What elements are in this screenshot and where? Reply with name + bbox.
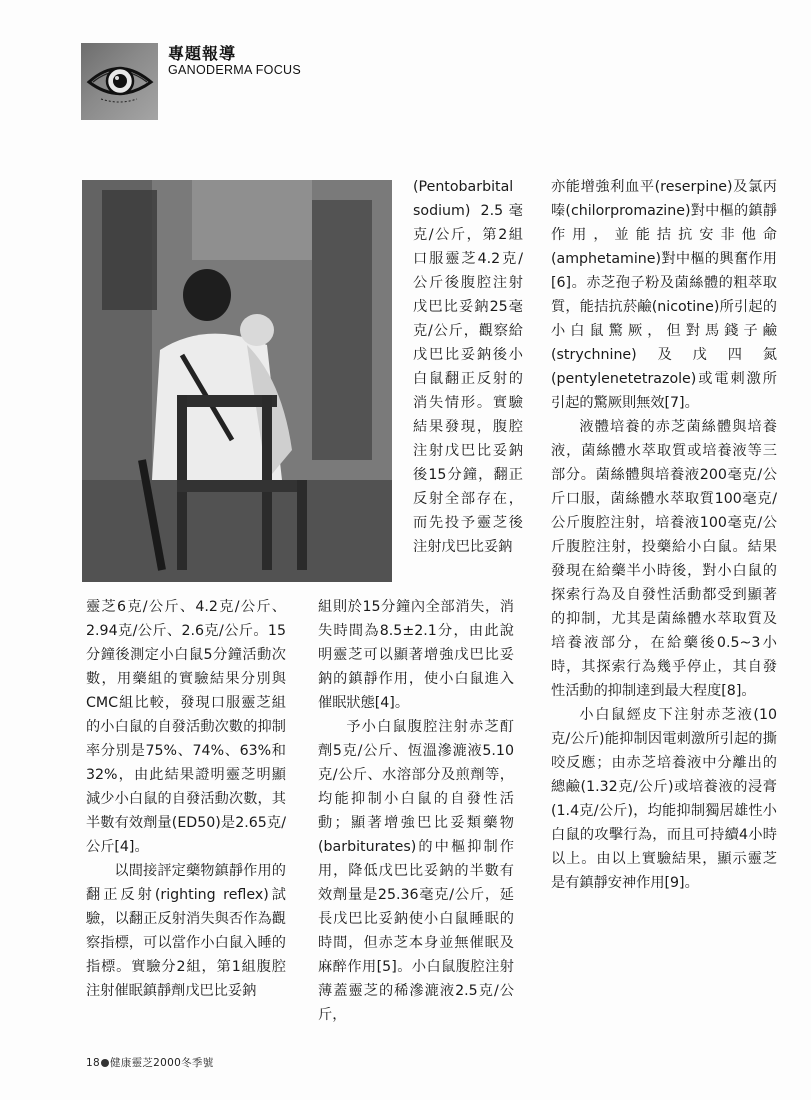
section-subtitle: GANODERMA FOCUS [168,63,301,77]
paragraph: 予小白鼠腹腔注射赤芝酊劑5克/公斤、恆溫滲漉液5.10克/公斤、水溶部分及煎劑等，均能抑制小白鼠的自發性活動；顯著增強巴比妥類藥物(barbiturates)的中樞抑制作用，降低戊巴比妥鈉的半數有效劑量是25.36毫克/公斤，延長戊巴比妥鈉使小白鼠睡眠的時間，但赤芝本身並無催眠及麻醉作用[5]。小白鼠腹腔注射薄蓋靈芝的稀滲漉液2.5克/公斤， [318,719,514,1023]
paragraph: 亦能增強利血平(reserpine)及氯丙嗪(chilorpromazine)對中樞的鎮靜作用，並能拮抗安非他命(amphetamine)對中樞的興奮作用[6]。赤芝孢子粉及菌絲體的粗萃取質，能拮抗菸鹼(nicotine)所引起的小白鼠驚厥，但對馬錢子鹼(strychnine)及戊四氮(pentylenetetrazole)或電刺激所引起的驚厥則無效[7]。 [551,179,777,411]
column-2-text [318,595,514,1027]
page-number: 18 [86,1057,100,1069]
section-title: 專題報導 [168,44,237,63]
paragraph: (Pentobarbital sodium) 2.5毫克/公斤，第2組口服靈芝4.2克/公斤後腹腔注射戊巴比妥鈉25毫克/公斤，觀察給戊巴比妥鈉後小白鼠翻正反射的消失情形。實驗結果發現，腹腔注射戊巴比妥鈉後15分鐘，翻正反射全部存在，而先投予靈芝後注射戊巴比妥鈉 [413,179,523,555]
column-3-text [551,175,777,895]
column-1-bottom-text [86,595,286,1003]
bullet-icon [101,1059,109,1067]
paragraph: 小白鼠經皮下注射赤芝液(10克/公斤)能抑制因電刺激所引起的撕咬反應；由赤芝培養液中分離出的總鹼(1.32克/公斤)或培養液的浸膏(1.4克/公斤)，均能抑制獨居雄性小白鼠的攻擊行為，而且可持續4小時以上。由以上實驗結果，顯示靈芝是有鎮靜安神作用[9]。 [551,707,777,891]
eye-icon [81,43,158,120]
paragraph: 液體培養的赤芝菌絲體與培養液，菌絲體水萃取質或培養液等三部分。菌絲體與培養液200毫克/公斤口服，菌絲體水萃取質100毫克/公斤腹腔注射，培養液100毫克/公斤腹腔注射，投藥給小白鼠。結果發現在給藥半小時後，對小白鼠的探索行為及自發性活動都受到顯著的抑制，尤其是菌絲體水萃取質及培養液部分，在給藥後0.5~3小時，其探索行為幾乎停止，其自發性活動的抑制達到最大程度[8]。 [551,419,777,699]
column-1-top-text [413,175,523,559]
paragraph: 組則於15分鐘內全部消失，消失時間為8.5±2.1分，由此說明靈芝可以顯著增強戊巴比妥鈉的鎮靜作用，使小白鼠進入催眠狀態[4]。 [318,599,514,711]
photo-man-carrying-child-icon [82,180,392,582]
page-footer [86,1055,214,1070]
paragraph: 以間接評定藥物鎮靜作用的翻正反射(righting reflex)試驗，以翻正反射消失與否作為觀察指標，可以當作小白鼠入睡的指標。實驗分2組，第1組腹腔注射催眠鎮靜劑戊巴比妥鈉 [86,863,286,999]
article-photo [82,180,392,582]
publication-name: 健康靈芝2000冬季號 [109,1057,214,1069]
header-logo [81,43,158,120]
paragraph: 靈芝6克/公斤、4.2克/公斤、2.94克/公斤、2.6克/公斤。15分鐘後測定小白鼠5分鐘活動次數，用藥組的實驗結果分別與CMC組比較，發現口服靈芝組的小白鼠的自發活動次數的抑制率分別是75%、74%、63%和32%，由此結果證明靈芝明顯減少小白鼠的自發活動次數，其半數有效劑量(ED50)是2.65克/公斤[4]。 [86,599,286,855]
